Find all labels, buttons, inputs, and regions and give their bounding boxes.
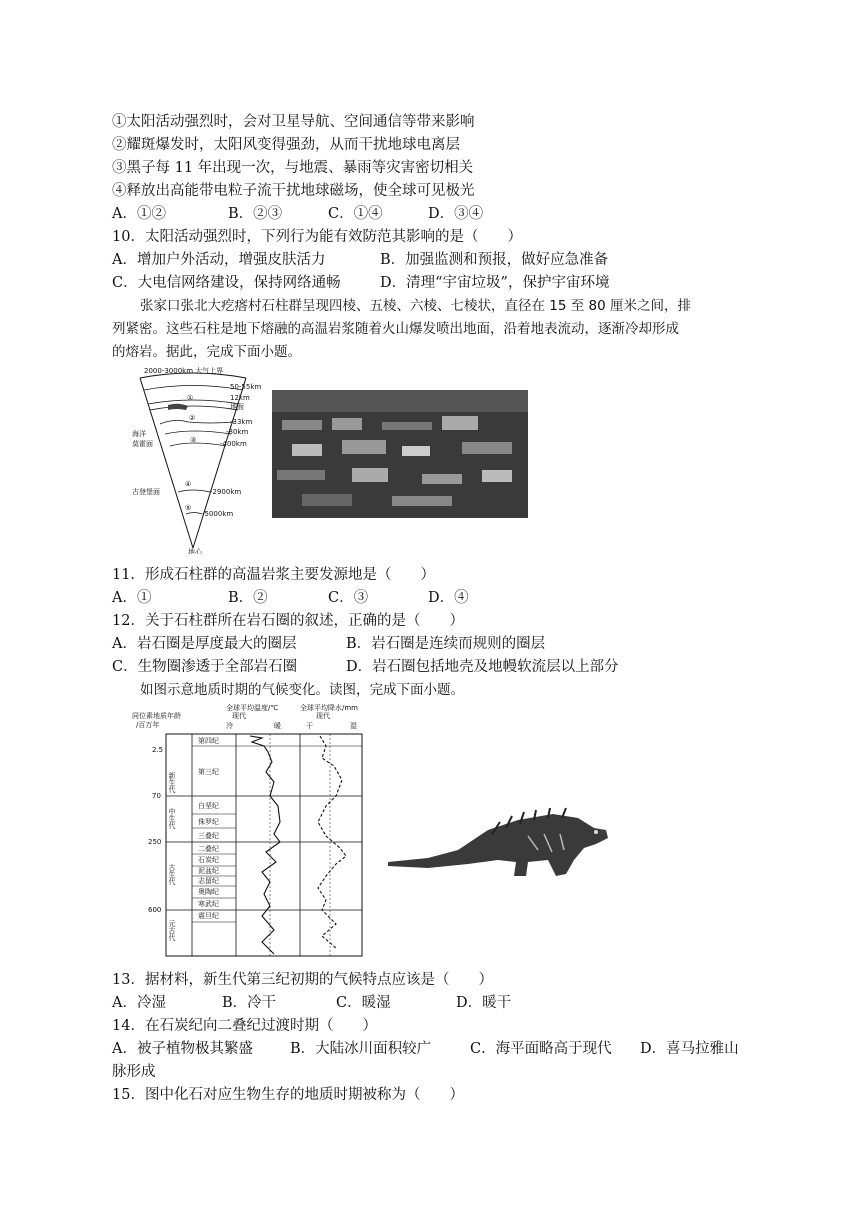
age-70: 70 [152, 792, 161, 800]
q15-stem: 15．图中化石对应生物生存的地质时期被称为（ ） [112, 1087, 464, 1103]
q10-option-d[interactable]: D．清理“宇宙垃圾”，保护宇宙环境 [380, 275, 610, 291]
q13-stem: 13．据材料，新生代第三纪初期的气候特点应该是（ ） [112, 972, 493, 988]
period-cambrian: 寒武纪 [198, 900, 219, 908]
header-unit: /百万年 [136, 721, 160, 729]
q14-option-d-wrap: 脉形成 [112, 1064, 156, 1080]
statement-3: ③黑子每 11 年出现一次，与地震、暴雨等灾害密切相关 [112, 160, 474, 176]
q9-option-d[interactable]: D．③④ [428, 206, 484, 222]
q14-stem: 14．在石炭纪向二叠纪过渡时期（ ） [112, 1018, 377, 1034]
q10-option-b[interactable]: B．加强监测和预报，做好应急准备 [380, 252, 609, 268]
statement-2: ②耀斑爆发时，太阳风变得强劲，从而干扰地球电离层 [112, 137, 460, 153]
header-age: 同位素地质年龄 [132, 712, 181, 720]
material-2: 如图示意地质时期的气候变化。读图，完成下面小题。 [140, 682, 464, 698]
q12-stem: 12．关于石柱群所在岩石圈的叙述，正确的是（ ） [112, 613, 464, 629]
q13-option-c[interactable]: C．暖湿 [336, 995, 391, 1011]
period-devonian: 泥盆纪 [198, 867, 219, 875]
header-temp: 全球平均温度/℃ [226, 704, 279, 712]
layer-1-label: ① [187, 394, 194, 402]
q13-option-a[interactable]: A．冷湿 [112, 995, 166, 1011]
precip-dry: 干 [306, 722, 313, 730]
q11-option-c[interactable]: C．③ [328, 590, 369, 606]
period-carboniferous: 石炭纪 [198, 856, 219, 864]
earth-center-label: 地心 [188, 548, 202, 554]
q10-option-a[interactable]: A．增加户外活动，增强皮肤活力 [112, 252, 326, 268]
depth-400km: -400km [220, 440, 247, 448]
era-mesozoic: 中生代 [168, 808, 176, 829]
layer-3-label: ③ [190, 436, 197, 444]
earth-structure-diagram [130, 364, 270, 554]
basalt-columns-photo [272, 390, 528, 518]
statement-4: ④释放出高能带电粒子流干扰地球磁场，使全球可见极光 [112, 183, 475, 199]
q14-option-c[interactable]: C．海平面略高于现代 [470, 1041, 612, 1057]
era-paleozoic: 古生代 [168, 864, 176, 885]
era-cenozoic: 新生代 [168, 772, 176, 793]
header-modern-precip: 现代 [316, 712, 330, 720]
material-1-line-1: 张家口张北大疙瘩村石柱群呈现四棱、五棱、六棱、七棱状，直径在 15 至 80 厘米之间，排 [140, 298, 692, 314]
material-1-line-3: 的熔岩。据此，完成下面小题。 [112, 344, 301, 360]
header-precip: 全球平均降水/mm [300, 704, 358, 712]
period-cretaceous: 白垩纪 [198, 802, 219, 810]
temp-warm: 暖 [274, 722, 281, 730]
material-1-line-2: 列紧密。这些石柱是地下熔融的高温岩浆随着火山爆发喷出地面，沿着地表流动，逐渐冷却形成 [112, 321, 679, 337]
q11-option-a[interactable]: A．① [112, 590, 152, 606]
depth-33km: -33km [230, 418, 253, 426]
q12-options-row2 [112, 657, 619, 677]
depth-12km: 12km [230, 394, 250, 402]
q10-option-c[interactable]: C．大电信网络建设，保持网络通畅 [112, 275, 341, 291]
q9-option-a[interactable]: A．①② [112, 206, 166, 222]
age-600: 600 [148, 906, 162, 914]
q12-option-c[interactable]: C．生物圈渗透于全部岩石圈 [112, 659, 298, 675]
statement-1: ①太阳活动强烈时，会对卫星导航、空间通信等带来影响 [112, 114, 475, 130]
period-quaternary: 第四纪 [198, 737, 219, 745]
earth-top-label: 2000-3000km 大气上界 [144, 367, 224, 375]
period-triassic: 三叠纪 [198, 832, 219, 840]
basalt-photo-texture [272, 390, 528, 518]
age-250: 250 [148, 838, 162, 846]
period-sinian: 震旦纪 [198, 912, 219, 920]
period-tertiary: 第三纪 [198, 768, 219, 776]
depth-2900km: -2900km [210, 488, 242, 496]
layer-5-label: ⑤ [185, 504, 192, 512]
q11-option-d[interactable]: D．④ [428, 590, 469, 606]
q12-options-row1 [112, 634, 545, 654]
q11-options [112, 588, 469, 608]
q14-options [112, 1039, 739, 1059]
q13-option-d[interactable]: D．暖干 [456, 995, 512, 1011]
q11-option-b[interactable]: B．② [228, 590, 268, 606]
q12-option-d[interactable]: D．岩石圈包括地壳及地幔软流层以上部分 [346, 659, 619, 675]
period-silurian: 志留纪 [198, 877, 219, 885]
geologic-climate-chart [130, 702, 370, 958]
q9-option-c[interactable]: C．①④ [328, 206, 383, 222]
q13-options [112, 993, 511, 1013]
period-permian: 二叠纪 [198, 845, 219, 853]
q10-options-row1 [112, 250, 608, 270]
q9-options [112, 204, 483, 224]
age-2-5: 2.5 [152, 746, 164, 754]
ocean-label: 海洋 [132, 430, 146, 438]
q13-option-b[interactable]: B．冷干 [222, 995, 277, 1011]
period-jurassic: 侏罗纪 [198, 818, 219, 826]
header-modern-temp: 现代 [232, 712, 246, 720]
q9-option-b[interactable]: B．②③ [228, 206, 283, 222]
depth-50-55km: 50-55km [230, 383, 262, 391]
depth-5000km: -5000km [202, 510, 234, 518]
precip-wet: 湿 [350, 722, 357, 730]
layer-4-label: ④ [185, 480, 192, 488]
q14-option-b[interactable]: B．大陆冰川面积较广 [290, 1041, 432, 1057]
temp-cold: 冷 [226, 722, 233, 730]
period-ordovician: 奥陶纪 [198, 888, 219, 896]
dinosaur-fossil-image [388, 800, 610, 880]
q12-option-a[interactable]: A．岩石圈是厚度最大的圈层 [112, 636, 297, 652]
q14-option-d[interactable]: D．喜马拉雅山 [640, 1041, 739, 1057]
q10-stem: 10．太阳活动强烈时，下列行为能有效防范其影响的是（ ） [112, 229, 522, 245]
depth-80km: -80km [226, 428, 249, 436]
q14-option-a[interactable]: A．被子植物极其繁盛 [112, 1041, 253, 1057]
q11-stem: 11．形成石柱群的高温岩浆主要发源地是（ ） [112, 567, 435, 583]
era-proterozoic: 元古代 [168, 920, 176, 941]
q12-option-b[interactable]: B．岩石圈是连续而规则的圈层 [346, 636, 546, 652]
depth-ground: 地面 [230, 403, 244, 411]
q10-options-row2 [112, 273, 609, 293]
gutenberg-label: 古登堡面 [132, 488, 160, 496]
moho-label: 莫霍面 [132, 440, 153, 448]
layer-2-label: ② [189, 414, 196, 422]
